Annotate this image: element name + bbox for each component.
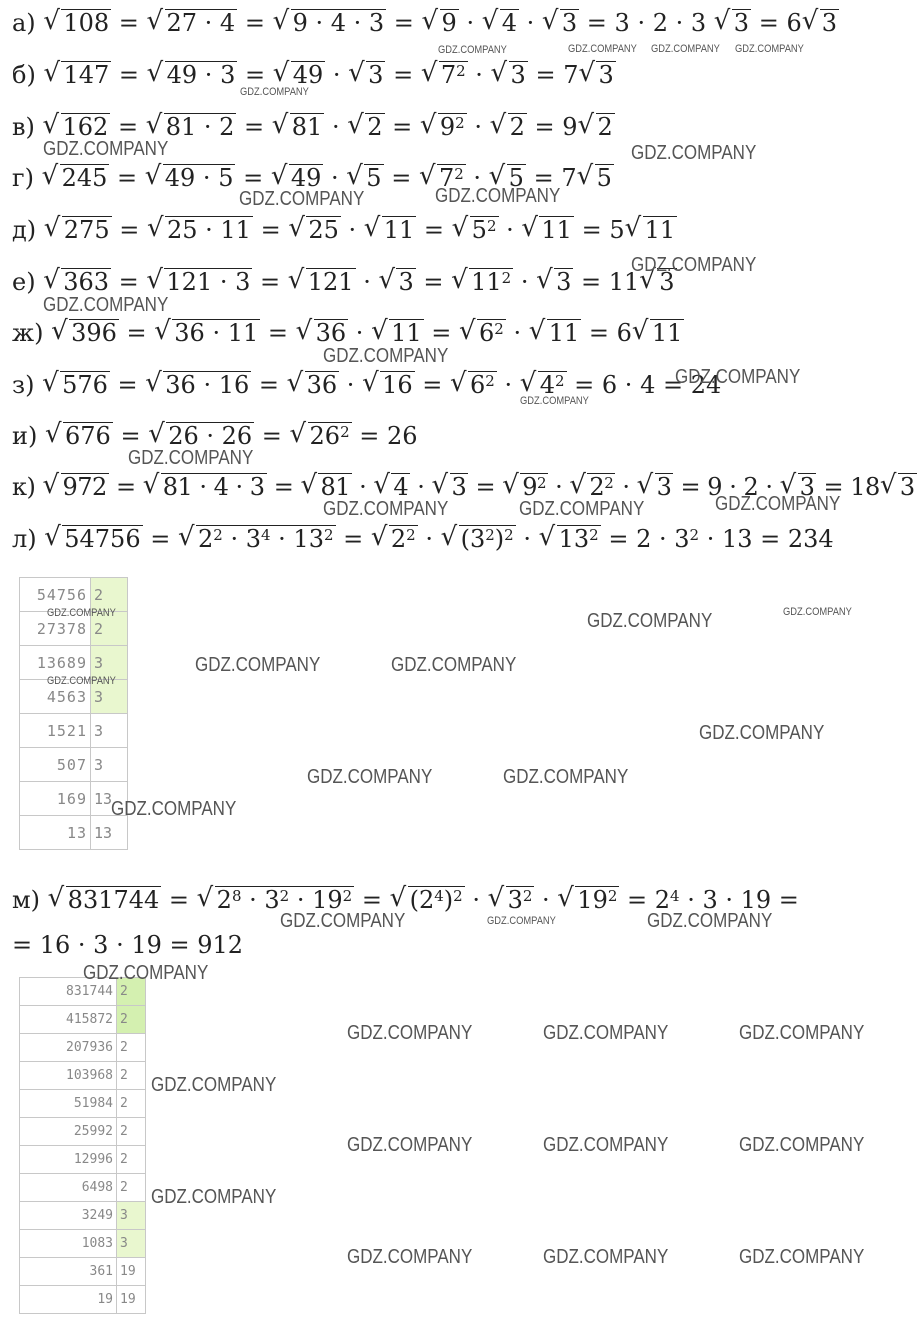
watermark: GDZ.COMPANY xyxy=(83,962,209,984)
watermark: GDZ.COMPANY xyxy=(783,606,852,618)
watermark: GDZ.COMPANY xyxy=(651,43,720,55)
watermark: GDZ.COMPANY xyxy=(438,44,507,56)
watermark: GDZ.COMPANY xyxy=(699,722,825,744)
factor-cell: 2 xyxy=(117,1062,146,1090)
watermark: GDZ.COMPANY xyxy=(240,86,309,98)
equation-e: е) √ 363 = √ 121 · 3 = √ 121 · √ 3 = √ $11^2$ · √ 3 = 11√ 3 xyxy=(12,267,677,297)
equation-i: и) √ 676 = √ 26 · 26 = √ $26^2 = 26$ xyxy=(12,421,418,451)
factor-cell: 3 xyxy=(91,748,128,782)
dividend-cell: 1521 xyxy=(20,714,91,748)
watermark: GDZ.COMPANY xyxy=(347,1022,473,1044)
factor-table-831744 xyxy=(19,977,146,1314)
equation-v: в) √ 162 = √ 81 · 2 = √ 81 · √ 2 = √ $9^2$ · √ 2 = 9√ 2 xyxy=(12,112,615,142)
dividend-cell: 1083 xyxy=(20,1230,117,1258)
table-row xyxy=(20,1202,146,1230)
watermark: GDZ.COMPANY xyxy=(151,1074,277,1096)
equation-g: г) √ 245 = √ 49 · 5 = √ 49 · √ 5 = √ $7^2$ · √ 5 = 7√ 5 xyxy=(12,163,614,193)
watermark: GDZ.COMPANY xyxy=(323,498,449,520)
watermark: GDZ.COMPANY xyxy=(739,1134,865,1156)
factor-cell: 2 xyxy=(117,1090,146,1118)
dividend-cell: 19 xyxy=(20,1286,117,1314)
equation-m-continued: = 16 · 3 · 19 = 912 xyxy=(12,931,244,959)
factor-cell: 2 xyxy=(91,612,128,646)
factor-cell: 2 xyxy=(117,1118,146,1146)
factor-cell: 2 xyxy=(117,978,146,1006)
sqrt: √ 108 xyxy=(43,8,111,38)
dividend-cell: 207936 xyxy=(20,1034,117,1062)
watermark: GDZ.COMPANY xyxy=(543,1134,669,1156)
watermark: GDZ.COMPANY xyxy=(543,1246,669,1268)
label: а) xyxy=(12,9,36,37)
factor-cell: 2 xyxy=(91,578,128,612)
watermark: GDZ.COMPANY xyxy=(739,1022,865,1044)
watermark: GDZ.COMPANY xyxy=(128,447,254,469)
dividend-cell: 25992 xyxy=(20,1118,117,1146)
table-row xyxy=(20,1258,146,1286)
watermark: GDZ.COMPANY xyxy=(587,610,713,632)
equation-z: з) √ 576 = √ 36 · 16 = √ 36 · √ 16 = √ $6^2$ · √ $4^2 = 6 \cdot 4 = 24$ xyxy=(12,370,721,400)
equation-d: д) √ 275 = √ 25 · 11 = √ 25 · √ 11 = √ $5^2$ · √ 11 = 5√ 11 xyxy=(12,215,677,245)
dividend-cell: 3249 xyxy=(20,1202,117,1230)
factor-cell: 13 xyxy=(91,816,128,850)
watermark: GDZ.COMPANY xyxy=(47,675,116,687)
watermark: GDZ.COMPANY xyxy=(487,915,556,927)
table-row xyxy=(20,1006,146,1034)
watermark: GDZ.COMPANY xyxy=(503,766,629,788)
watermark: GDZ.COMPANY xyxy=(435,185,561,207)
table-row xyxy=(20,1062,146,1090)
watermark: GDZ.COMPANY xyxy=(715,493,841,515)
watermark: GDZ.COMPANY xyxy=(111,798,237,820)
equation-zh: ж) √ 396 = √ 36 · 11 = √ 36 · √ 11 = √ $6^2$ · √ 11 = 6√ 11 xyxy=(12,318,684,348)
watermark: GDZ.COMPANY xyxy=(647,910,773,932)
factor-cell: 2 xyxy=(117,1034,146,1062)
dividend-cell: 361 xyxy=(20,1258,117,1286)
watermark: GDZ.COMPANY xyxy=(735,43,804,55)
dividend-cell: 4563 xyxy=(20,680,91,714)
dividend-cell: 13689 xyxy=(20,646,91,680)
equation-l: л) √ 54756 = √ $2^2 \cdot 3^4 \cdot 13^2$ = √ $2^2$ · √ $(3^2)^2$ · √ $13^2 = 2 \cdot 3^2 \cdot 13 = 234$ xyxy=(12,524,834,554)
dividend-cell: 27378 xyxy=(20,612,91,646)
factor-cell: 3 xyxy=(117,1202,146,1230)
table-row xyxy=(20,1034,146,1062)
watermark: GDZ.COMPANY xyxy=(43,294,169,316)
table-row xyxy=(20,1146,146,1174)
watermark: GDZ.COMPANY xyxy=(347,1134,473,1156)
watermark: GDZ.COMPANY xyxy=(47,607,116,619)
table-row xyxy=(20,1230,146,1258)
watermark: GDZ.COMPANY xyxy=(151,1186,277,1208)
watermark: GDZ.COMPANY xyxy=(519,498,645,520)
watermark: GDZ.COMPANY xyxy=(347,1246,473,1268)
table-row xyxy=(20,748,128,782)
watermark: GDZ.COMPANY xyxy=(675,366,801,388)
watermark: GDZ.COMPANY xyxy=(631,254,757,276)
dividend-cell: 507 xyxy=(20,748,91,782)
factor-cell: 19 xyxy=(117,1286,146,1314)
table-row xyxy=(20,1118,146,1146)
factor-cell: 3 xyxy=(91,680,128,714)
table-row xyxy=(20,1174,146,1202)
watermark: GDZ.COMPANY xyxy=(631,142,757,164)
dividend-cell: 6498 xyxy=(20,1174,117,1202)
table-row xyxy=(20,1286,146,1314)
factor-cell: 3 xyxy=(91,714,128,748)
factor-cell: 2 xyxy=(117,1174,146,1202)
equation-a: а) √ 108 = √ 27 · 4 = √ 9 · 4 · 3 = √ 9 · √ 4 · √ 3 = 3 · 2 · 3 √ 3 = 6√ 3 xyxy=(12,8,839,38)
dividend-cell: 103968 xyxy=(20,1062,117,1090)
factor-cell: 13 xyxy=(91,782,128,816)
factor-cell: 19 xyxy=(117,1258,146,1286)
watermark: GDZ.COMPANY xyxy=(543,1022,669,1044)
factor-cell: 3 xyxy=(117,1230,146,1258)
watermark: GDZ.COMPANY xyxy=(568,43,637,55)
watermark: GDZ.COMPANY xyxy=(391,654,517,676)
factor-cell: 2 xyxy=(117,1146,146,1174)
dividend-cell: 51984 xyxy=(20,1090,117,1118)
equation-k: к) √ 972 = √ 81 · 4 · 3 = √ 81 · √ 4 · √ 3 = √ $9^2$ · √ $2^2$ · √ 3 = 9 · 2 · √ 3 = 18√ 3 xyxy=(12,472,917,502)
watermark: GDZ.COMPANY xyxy=(195,654,321,676)
watermark: GDZ.COMPANY xyxy=(323,345,449,367)
dividend-cell: 415872 xyxy=(20,1006,117,1034)
table-row xyxy=(20,1090,146,1118)
watermark: GDZ.COMPANY xyxy=(280,910,406,932)
dividend-cell: 13 xyxy=(20,816,91,850)
table-row xyxy=(20,714,128,748)
dividend-cell: 831744 xyxy=(20,978,117,1006)
equation-b: б) √ 147 = √ 49 · 3 = √ 49 · √ 3 = √ $7^2$ · √ 3 = 7√ 3 xyxy=(12,60,616,90)
factor-cell: 2 xyxy=(117,1006,146,1034)
dividend-cell: 12996 xyxy=(20,1146,117,1174)
equation-m: м) √ 831744 = √ $2^8 \cdot 3^2 \cdot 19^2$ = √ $(2^4)^2$ · √ $3^2$ · √ $19^2 = 2^4 \cdot 3 \cdot 19$ = xyxy=(12,885,799,915)
factor-cell: 3 xyxy=(91,646,128,680)
watermark: GDZ.COMPANY xyxy=(739,1246,865,1268)
watermark: GDZ.COMPANY xyxy=(239,188,365,210)
watermark: GDZ.COMPANY xyxy=(307,766,433,788)
watermark: GDZ.COMPANY xyxy=(520,395,589,407)
watermark: GDZ.COMPANY xyxy=(43,138,169,160)
dividend-cell: 54756 xyxy=(20,578,91,612)
dividend-cell: 169 xyxy=(20,782,91,816)
